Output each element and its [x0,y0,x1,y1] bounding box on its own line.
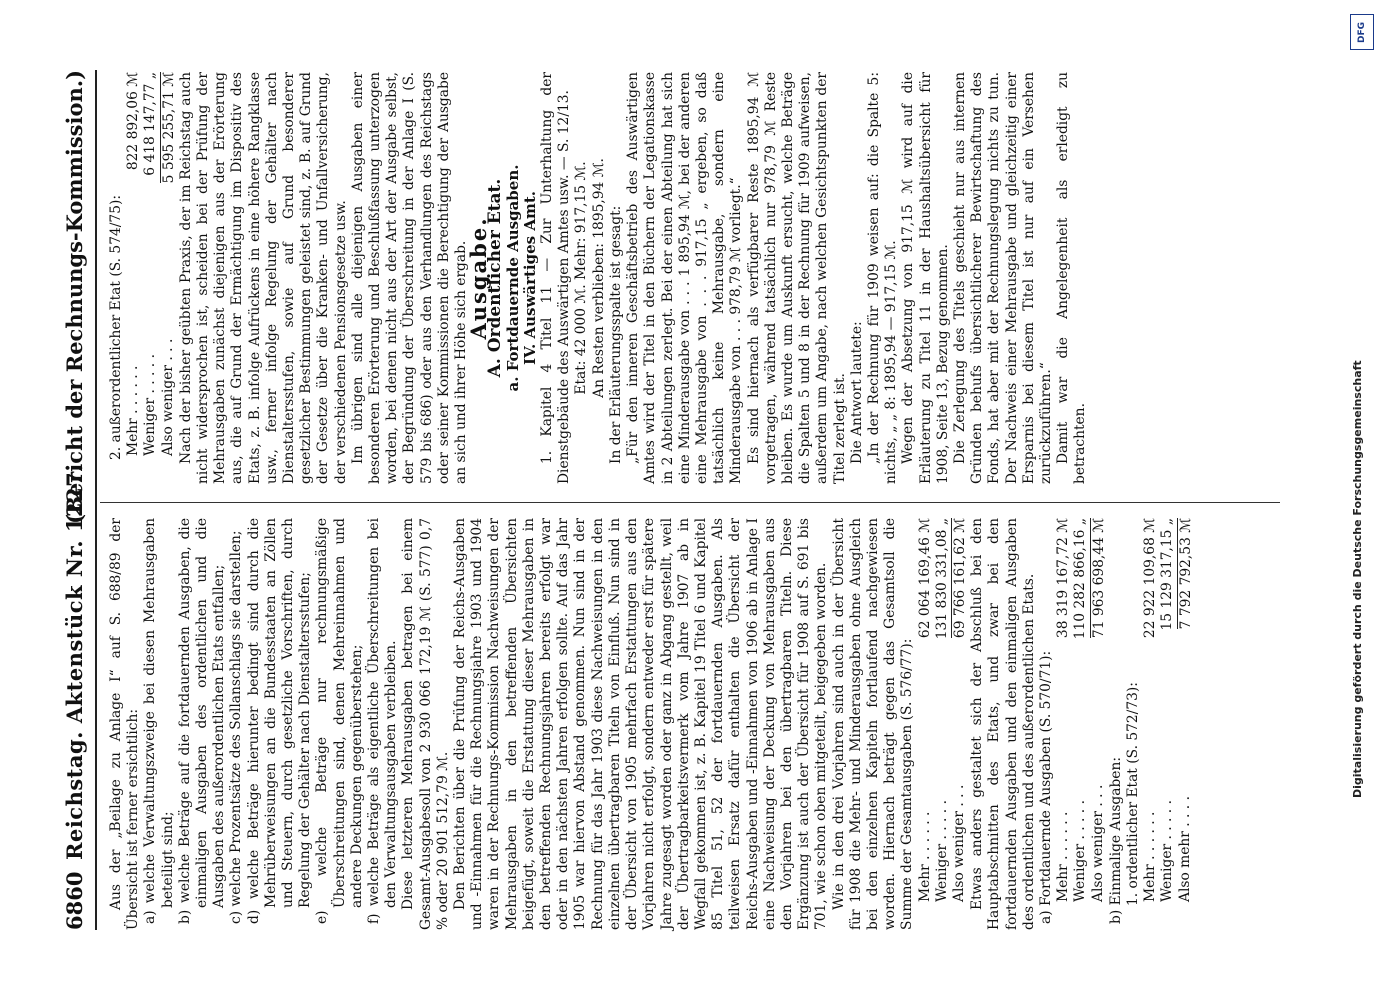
paragraph: c) welche Prozentsätze des Sollanschlags sie darstellen; [228,530,245,924]
page-number: 6860 [62,871,87,930]
amount-row [1072,518,1089,930]
paragraph: Nach der bisher geübten Praxis, der im Reichstag auch nicht widersprochen ist, scheiden bei der Prüfung der Mehrausgaben zunächst diejenigen aus der Erörterung aus, die auf Grund der Ermächtigung im Dispositiv des Etats, z. B. infolge Aufrückens in eine höhere Rangklasse usw., ferner infolge Regelung der Gehälter nach Dienstaltersstufen, sowie auf Grund besonderer gesetzlicher Bestimmungen geleistet sind, z. B. auf Grund der Gesetze über die Kranken- und Unfallversicherung, der verschiedenen Pensionsgesetze usw. [177,72,349,484]
page-header [62,70,96,930]
amount-row [125,72,142,484]
paragraph: Wie in den drei Vorjahren sind auch in der Übersicht für 1908 die Mehr- und Minderausgaben ohne Ausgleich bei den einzelnen Kapiteln fortlaufend nachgewiesen worden. Hiernach beträgt gegen das Gesamtsoll die Summe der Gesamtausgaben (S. 576/77): [830,518,916,930]
amount-row [1159,518,1176,930]
amount-value: 131 830 331,08 „ [933,518,950,640]
paragraph: 2. außerordentlicher Etat (S. 574/75): [108,194,124,460]
amount-row [951,518,969,930]
amount-value: 22 922 109,68 ℳ [1142,518,1159,639]
left-column [108,518,1195,930]
amount-label: Also weniger . . . [1089,784,1106,902]
paragraph: Diese letzteren Mehrausgaben betragen bei einem Gesamt-Ausgabesoll von 2 930 066 172,19 ℳ (S. 577) 0,7 % oder 20 901 512,79 ℳ. [400,518,451,930]
amount-label: Also weniger . . . [159,338,176,456]
amount-label: Mehr . . . . . . [125,365,142,456]
amount-value: 6 418 147,77 „ [142,72,159,176]
paragraph: Die Zerlegung des Titels geschieht nur aus internen Gründen behufs übersichtlicherer Bewirtschaftung des Fonds, hat aber mit der Rechnungslegung nichts zu tun. Der Nachweis einer Mehrausgabe und gleichzeitig einer Ersparnis bei diesem Titel ist nur auf ein Versehen zurückzuführen.“ [951,72,1054,484]
dfg-logo-icon: DFG [1350,14,1374,50]
paragraph: 1. ordentlicher Etat (S. 572/73): [1124,682,1141,906]
paragraph: „Für den inneren Geschäftsbetrieb des Auswärtigen Amtes wird der Titel in den Büchern der Legationskasse in 2 Abteilungen zerlegt. Bei der einen Abteilung hat sich eine Minderausgabe von . . . 1 895,94 ℳ, bei der anderen eine Mehrausgabe von . . . 917,15 „ ergeben, so daß tatsächlich keine Mehrausgabe, sondern eine Minderausgabe von . . . 978,79 ℳ vorliegt.“ [625,72,745,484]
paragraph: Im übrigen sind alle diejenigen Ausgaben einer besonderen Erörterung und Beschlußfassung unterzogen worden, bei denen nicht aus der Art der Ausgabe selbst, der Begründung der Überschreitung in der Anlage I (S. 579 bis 686) oder aus den Verhandlungen des Reichstags oder seiner Kommissionen die Berechtigung der Ausgabe an sich und ihrer Höhe sich ergab. [349,72,470,484]
header-rule [95,70,97,930]
right-column [108,72,1090,484]
paragraph: Den Berichten über die Prüfung der Reichs-Ausgaben und -Einnahmen für die Rechnungsjahre 1903 und 1904 waren in der Rechnungs-Kommission Nachweisungen der Mehrausgaben in den betreffenden Übersichten beigefügt, soweit die Erstattung dieser Mehrausgaben in den betreffenden Rechnungsjahren bereits erfolgt war oder in den nächsten Jahren erfolgen sollte. Auf das Jahr 1905 war hiervon Abstand genommen. Nun sind in der Rechnung für das Jahr 1903 diese Nachweisungen in den einzelnen übertragbaren Titeln von Einfluß. Nun sind in der Übersicht von 1905 mehrfach Erstattungen aus den Vorjahren nicht erfolgt, sondern entweder erst für spätere Jahre zugesagt worden oder ganz in Abgang gestellt, weil der Übertragbarkeitsvermerk vom Jahre 1907 ab in Wegfall gekommen ist, z. B. Kapitel 19 Titel 6 und Kapitel 85 Titel 51, 52 der fortdauernden Ausgaben. Als teilweisen Ersatz dafür enthalten die Übersicht der Reichs-Ausgaben und -Einnahmen von 1906 ab in Anlage I eine Nachweisung der Deckung von Mehrausgaben aus den Vorjahren bei den übertragbaren Titeln. Diese Ergänzung ist auch der Übersicht für 1908 auf S. 691 bis 701, wie schon oben mitgeteilt, beigegeben worden. [452,518,830,930]
paragraph: e) welche Beträge nur rechnungsmäßige Überschreitungen sind, denen Mehreinnahmen und andere Deckungen gegenüberstehen; [314,518,365,924]
amount-row [160,72,178,484]
paragraph: b) welche Beträge auf die fortdauernden Ausgaben, die einmaligen Ausgaben des ordentlichen und die Ausgaben des außerordentlichen Etats entfallen; [176,518,228,924]
amount-label: Weniger . . . . . [1159,800,1176,902]
section-heading: Ausgabe. [466,216,492,340]
amount-row [934,518,951,930]
paragraph: An Resten verblieben: 1895,94 ℳ. [590,158,607,398]
amount-label: Mehr . . . . . . [1142,811,1159,902]
amount-value: 110 282 866,16 „ [1072,518,1089,640]
paragraph: Die Antwort lautete: [848,321,865,464]
dfg-sidebar [1348,10,1376,990]
dfg-credit: Digitalisierung gefördert durch die Deutsche Forschungsgemeinschaft [1351,360,1364,798]
paragraph: Wegen der Absetzung von 917,15 ℳ wird auf die Erläuterung zu Titel 11 in der Haushaltsübersicht für 1908, Seite 13, Bezug genommen. [900,72,951,484]
amount-label: Weniger . . . . . [142,354,159,456]
amount-label: Also mehr . . . . [1176,796,1193,902]
amount-label: Mehr . . . . . . [1055,811,1072,902]
paragraph: Es sind hiernach als verfügbarer Reste 1895,94 ℳ vorgetragen, während tatsächlich nur 978,79 ℳ Reste bleiben. Es wurde um Auskunft ersucht, welche Beträge die Spalten 5 und 8 in der Rechnung für 1909 aufweisen, außerdem um Angabe, nach welchen Gesichtspunkten der Titel zerlegt ist. [745,72,848,484]
amount-value: 71 963 698,44 ℳ [1090,518,1107,639]
amount-row [1142,518,1159,930]
amount-row [142,72,159,484]
column-divider [100,502,1280,503]
paragraph: Etwas anders gestaltet sich der Abschluß bei den Hauptabschnitten des Etats, und zwar bei den fortdauernden Ausgaben und den einmaligen Ausgaben des ordentlichen und des außerordentlichen Etats. [969,518,1037,930]
paragraph: Aus der „Beilage zu Anlage I“ auf S. 688/89 der Übersicht ist ferner ersichtlich: [108,518,142,930]
paragraph: a) Fortdauernde Ausgaben (S. 570/71): [1037,650,1054,924]
amount-value: 62 064 169,46 ℳ [916,518,933,639]
amount-value: 7 792 792,53 ℳ [1177,518,1194,630]
amount-value: 69 766 161,62 ℳ [951,518,968,639]
paragraph: b) Einmalige Ausgaben: [1107,756,1124,924]
paragraph: Etat: 42 000 ℳ. Mehr: 917,15 ℳ. [573,161,590,395]
paragraph: 1. Kapitel 4 Titel 11 — Zur Unterhaltung der Dienstgebäude des Auswärtigen Amtes usw. — S. 12/13. [539,72,573,484]
amount-value: 38 319 167,72 ℳ [1055,518,1072,639]
amount-label: Also weniger . . . [950,784,967,902]
paragraph: d) welche Beträge hierunter bedingt sind durch die Mehrüberweisungen an die Bundesstaaten an Zöllen und Steuern, durch gesetzliche Vorschriften, durch Regelung der Gehälter nach Dienstaltersstufen; [245,518,314,924]
section-title: (Bericht der Rechnungs-Kommission.) [62,70,87,524]
source-reference: Reichstag. Aktenstück Nr. 1227. [62,463,87,860]
paragraph: Damit war die Angelegenheit als erledigt zu betrachten. [1055,72,1089,484]
paragraph: In der Erläuterungsspalte ist gesagt: [607,205,624,464]
amount-label: Weniger . . . . . [1072,800,1089,902]
amount-value: 822 892,06 ℳ [125,72,142,171]
amount-value: 15 129 317,15 „ [1159,518,1176,631]
paragraph: „In der Rechnung für 1909 weisen auf: die Spalte 5: nichts, „ „ 8: 1895,94 — 917,15 ℳ. [865,72,900,484]
amount-row [1090,518,1108,930]
section-heading: A. Ordentlicher Etat. [485,178,506,378]
amount-label: Mehr . . . . . . [916,811,933,902]
section-heading: a. Fortdauernde Ausgaben. [503,164,522,392]
amount-row [1177,518,1195,930]
amount-row [917,518,934,930]
paragraph: f) welche Beträge als eigentliche Überschreitungen bei den Verwaltungsausgaben verbleiben. [366,518,400,924]
amount-row [1055,518,1072,930]
section-heading: IV. Auswärtiges Amt. [520,191,539,365]
paragraph: a) welche Verwaltungszweige bei diesen Mehrausgaben beteiligt sind; [142,518,176,924]
amount-label: Weniger . . . . . [933,800,950,902]
amount-value: 5 595 255,71 ℳ [160,72,177,184]
